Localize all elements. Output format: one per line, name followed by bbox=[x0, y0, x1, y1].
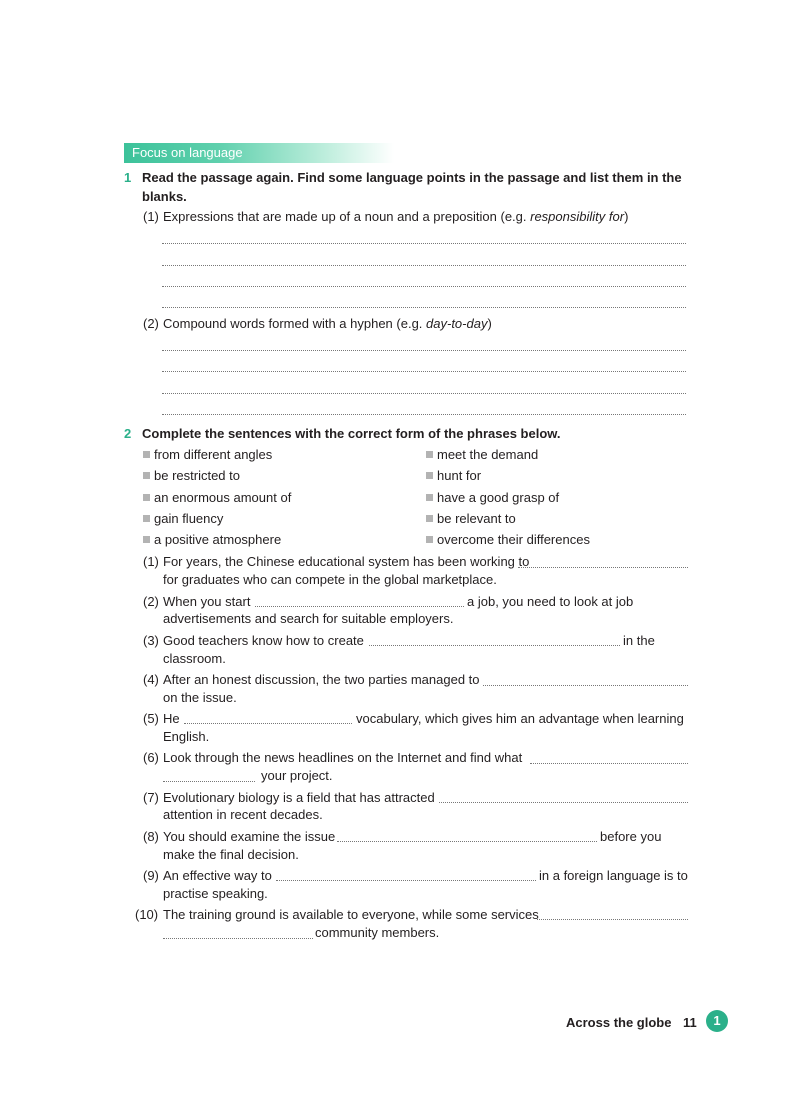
exercise-1-instruction-line2: blanks. bbox=[142, 189, 187, 204]
bullet-icon bbox=[426, 494, 433, 501]
unit-number-badge: 1 bbox=[706, 1010, 728, 1032]
blank-line[interactable] bbox=[163, 781, 255, 782]
blank-line[interactable] bbox=[163, 938, 313, 939]
blank-line[interactable] bbox=[483, 685, 688, 686]
sentence-text: For years, the Chinese educational system has been working to bbox=[163, 554, 530, 569]
page-number: 11 bbox=[683, 1015, 697, 1030]
part-1-text: Expressions that are made up of a noun and a preposition (e.g. bbox=[163, 209, 531, 224]
blank-line[interactable] bbox=[337, 841, 597, 842]
blank-line[interactable] bbox=[537, 919, 688, 920]
phrase-item: from different angles bbox=[154, 447, 273, 462]
sentence-text: An effective way to bbox=[163, 868, 272, 883]
blank-line[interactable] bbox=[255, 606, 464, 607]
part-1-example: responsibility for bbox=[530, 209, 625, 224]
part-1-label: (1) bbox=[143, 209, 159, 224]
sentence-label: (1) bbox=[143, 554, 159, 569]
bullet-icon bbox=[143, 494, 150, 501]
section-title: Focus on language bbox=[132, 145, 243, 160]
sentence-text: your project. bbox=[261, 768, 333, 783]
sentence-label: (5) bbox=[143, 711, 159, 726]
sentence-label: (4) bbox=[143, 672, 159, 687]
answer-line-2-2[interactable] bbox=[162, 371, 686, 372]
sentence-label: (10) bbox=[135, 907, 159, 922]
blank-line[interactable] bbox=[184, 723, 352, 724]
blank-line[interactable] bbox=[518, 567, 688, 568]
blank-line[interactable] bbox=[369, 645, 620, 646]
part-2-prompt bbox=[163, 316, 492, 331]
bullet-icon bbox=[143, 472, 150, 479]
exercise-2-instruction: Complete the sentences with the correct form of the phrases below. bbox=[142, 426, 561, 441]
bullet-icon bbox=[426, 472, 433, 479]
part-2-close: ) bbox=[487, 316, 492, 331]
sentence-text: The training ground is available to everyone, while some services bbox=[163, 907, 539, 922]
answer-line-2-4[interactable] bbox=[162, 414, 686, 415]
sentence-label: (3) bbox=[143, 633, 159, 648]
sentence-text: practise speaking. bbox=[163, 886, 268, 901]
phrase-item: an enormous amount of bbox=[154, 490, 292, 505]
blank-line[interactable] bbox=[439, 802, 688, 803]
phrase-item: be restricted to bbox=[154, 468, 240, 483]
sentence-label: (9) bbox=[143, 868, 159, 883]
sentence-text: before you bbox=[600, 829, 662, 844]
answer-line-1-1[interactable] bbox=[162, 243, 686, 244]
sentence-text: on the issue. bbox=[163, 690, 237, 705]
sentence-text: Evolutionary biology is a field that has attracted bbox=[163, 790, 435, 805]
sentence-text: a job, you need to look at job bbox=[467, 594, 634, 609]
sentence-text: When you start bbox=[163, 594, 251, 609]
part-2-example: day-to-day bbox=[426, 316, 488, 331]
sentence-text: Look through the news headlines on the Internet and find what bbox=[163, 750, 523, 765]
bullet-icon bbox=[143, 451, 150, 458]
sentence-text: community members. bbox=[315, 925, 440, 940]
footer-unit-title: Across the globe bbox=[566, 1015, 672, 1030]
sentence-text: in a foreign language is to bbox=[539, 868, 688, 883]
phrase-item: be relevant to bbox=[437, 511, 516, 526]
bullet-icon bbox=[143, 515, 150, 522]
blank-line[interactable] bbox=[530, 763, 688, 764]
bullet-icon bbox=[426, 451, 433, 458]
sentence-text: in the bbox=[623, 633, 655, 648]
answer-line-1-2[interactable] bbox=[162, 265, 686, 266]
phrase-item: a positive atmosphere bbox=[154, 532, 282, 547]
exercise-1-instruction-line1: Read the passage again. Find some language points in the passage and list them in the bbox=[142, 170, 682, 185]
part-1-prompt bbox=[163, 209, 628, 224]
sentence-text: advertisements and search for suitable employers. bbox=[163, 611, 454, 626]
sentence-text: He bbox=[163, 711, 180, 726]
part-2-label: (2) bbox=[143, 316, 159, 331]
sentence-text: classroom. bbox=[163, 651, 226, 666]
sentence-text: You should examine the issue bbox=[163, 829, 336, 844]
answer-line-2-1[interactable] bbox=[162, 350, 686, 351]
sentence-text: attention in recent decades. bbox=[163, 807, 323, 822]
answer-line-1-4[interactable] bbox=[162, 307, 686, 308]
sentence-text: Good teachers know how to create bbox=[163, 633, 364, 648]
answer-line-2-3[interactable] bbox=[162, 393, 686, 394]
phrase-item: meet the demand bbox=[437, 447, 539, 462]
exercise-2-number: 2 bbox=[124, 426, 132, 441]
phrase-item: overcome their differences bbox=[437, 532, 590, 547]
section-banner bbox=[124, 143, 394, 163]
sentence-text: vocabulary, which gives him an advantage when learning bbox=[356, 711, 684, 726]
sentence-label: (8) bbox=[143, 829, 159, 844]
sentence-label: (6) bbox=[143, 750, 159, 765]
phrase-item: gain fluency bbox=[154, 511, 224, 526]
sentence-text: make the final decision. bbox=[163, 847, 299, 862]
phrase-item: have a good grasp of bbox=[437, 490, 560, 505]
sentence-text: English. bbox=[163, 729, 210, 744]
bullet-icon bbox=[143, 536, 150, 543]
sentence-label: (2) bbox=[143, 594, 159, 609]
phrase-item: hunt for bbox=[437, 468, 482, 483]
sentence-text: After an honest discussion, the two parties managed to bbox=[163, 672, 480, 687]
answer-line-1-3[interactable] bbox=[162, 286, 686, 287]
part-1-close: ) bbox=[624, 209, 629, 224]
bullet-icon bbox=[426, 536, 433, 543]
sentence-label: (7) bbox=[143, 790, 159, 805]
part-2-text: Compound words formed with a hyphen (e.g. bbox=[163, 316, 427, 331]
sentence-text: for graduates who can compete in the global marketplace. bbox=[163, 572, 497, 587]
bullet-icon bbox=[426, 515, 433, 522]
exercise-1-number: 1 bbox=[124, 170, 132, 185]
blank-line[interactable] bbox=[276, 880, 536, 881]
